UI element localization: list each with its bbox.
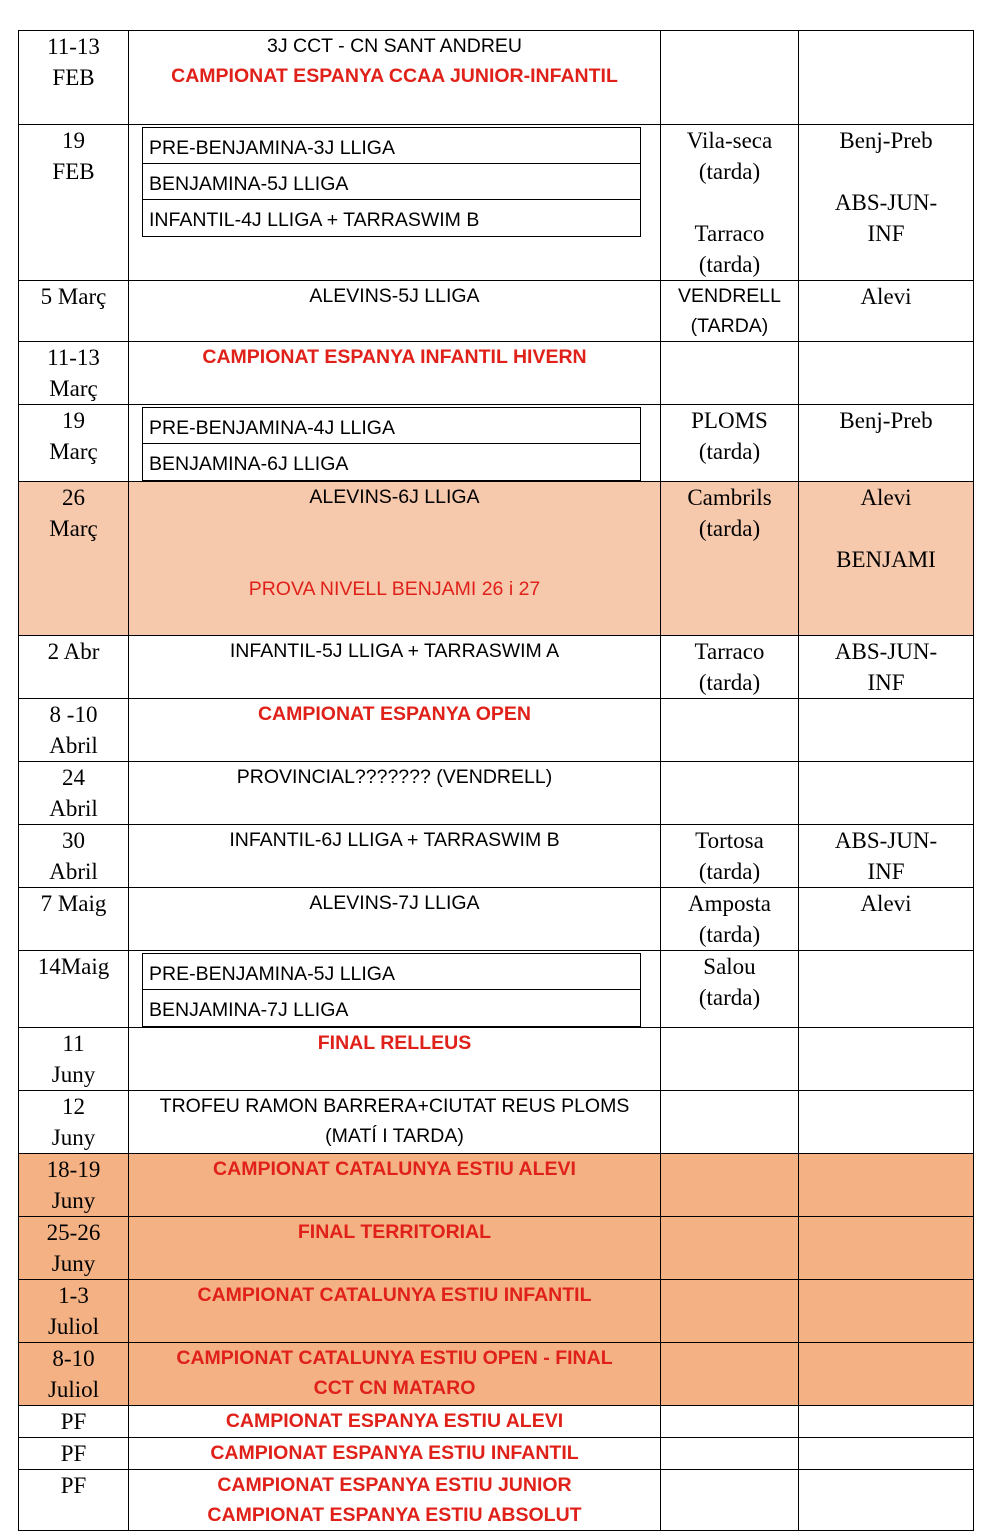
cell-line: Tortosa	[695, 828, 764, 853]
cell-line: (tarda)	[698, 439, 761, 464]
category-cell	[799, 1280, 974, 1343]
venue-cell	[661, 405, 799, 482]
cell-line: Vila-seca	[686, 128, 773, 153]
venue-cell	[661, 1470, 799, 1531]
cell-line: Març	[49, 376, 98, 401]
category-cell	[799, 1217, 974, 1280]
event-cell	[129, 1438, 661, 1470]
spacer	[129, 512, 660, 543]
category-cell	[799, 636, 974, 699]
date-cell	[19, 1470, 129, 1531]
cell-line: 18-19	[46, 1157, 101, 1182]
date-cell	[19, 405, 129, 482]
event-box: BENJAMINA-6J LLIGA	[149, 453, 349, 475]
venue-cell	[661, 699, 799, 762]
category-cell	[799, 125, 974, 281]
category-cell	[799, 1028, 974, 1091]
category-cell	[799, 1470, 974, 1531]
category-cell	[799, 1091, 974, 1154]
category-cell	[799, 342, 974, 405]
venue-cell	[661, 342, 799, 405]
cell-line: CCT CN MATARO	[313, 1377, 476, 1399]
cell-line: CAMPIONAT CATALUNYA ESTIU INFANTIL	[197, 1284, 592, 1306]
table-row	[19, 1028, 974, 1091]
cell-line: Juny	[51, 1251, 96, 1276]
table-row	[19, 699, 974, 762]
venue-cell	[661, 125, 799, 281]
cell-line: Juliol	[47, 1377, 100, 1402]
venue-cell	[661, 1343, 799, 1406]
cell-line: (tarda)	[698, 516, 761, 541]
category-cell	[799, 888, 974, 951]
table-row	[19, 1438, 974, 1470]
cell-line: 8-10	[52, 1346, 95, 1371]
cell-line: 25-26	[46, 1220, 101, 1245]
venue-cell	[661, 1091, 799, 1154]
cell-line: 1-3	[58, 1283, 89, 1308]
venue-cell	[661, 1438, 799, 1470]
date-cell	[19, 1406, 129, 1438]
cell-line: PF	[60, 1441, 87, 1466]
cell-line: CAMPIONAT ESPANYA ESTIU JUNIOR	[217, 1474, 572, 1496]
cell-line: ABS-JUN-	[834, 639, 938, 664]
table-row	[19, 1470, 974, 1531]
cell-line: CAMPIONAT ESPANYA CCAA JUNIOR-INFANTIL	[171, 65, 618, 87]
cell-line: Alevi	[860, 485, 912, 510]
event-cell	[129, 825, 661, 888]
cell-line: Març	[49, 439, 98, 464]
table-row	[19, 281, 974, 342]
table-row	[19, 762, 974, 825]
event-cell	[129, 1280, 661, 1343]
calendar-body	[19, 31, 974, 1531]
cell-line: ALEVINS-7J LLIGA	[309, 892, 480, 914]
cell-line: 11-13	[47, 345, 100, 370]
event-cell	[129, 636, 661, 699]
cell-line	[799, 156, 973, 187]
cell-line: ABS-JUN-	[834, 190, 938, 215]
event-cell	[129, 1406, 661, 1438]
event-cell	[129, 951, 661, 1028]
date-cell	[19, 342, 129, 405]
cell-line: PROVINCIAL??????? (VENDRELL)	[236, 766, 553, 788]
event-cell	[129, 1343, 661, 1406]
table-row	[19, 482, 974, 636]
cell-line: INF	[867, 221, 905, 246]
category-cell	[799, 31, 974, 125]
venue-cell	[661, 888, 799, 951]
event-cell	[129, 762, 661, 825]
table-row	[19, 636, 974, 699]
event-box: PRE-BENJAMINA-4J LLIGA	[143, 408, 640, 444]
event-box: INFANTIL-4J LLIGA + TARRASWIM B	[149, 209, 480, 231]
cell-line: Juny	[51, 1062, 96, 1087]
cell-line: CAMPIONAT CATALUNYA ESTIU ALEVI	[213, 1158, 576, 1180]
cell-line: Juny	[51, 1125, 96, 1150]
event-box-group	[142, 953, 641, 1027]
date-cell	[19, 762, 129, 825]
date-cell	[19, 951, 129, 1028]
table-row	[19, 1280, 974, 1343]
category-cell	[799, 281, 974, 342]
cell-line	[799, 513, 973, 544]
event-cell	[129, 888, 661, 951]
cell-line: 8 -10	[49, 702, 98, 727]
cell-line: INF	[867, 859, 905, 884]
event-cell	[129, 342, 661, 405]
date-cell	[19, 1280, 129, 1343]
cell-line: (TARDA)	[690, 315, 769, 337]
date-cell	[19, 1028, 129, 1091]
cell-line: VENDRELL	[678, 285, 781, 307]
table-row	[19, 1406, 974, 1438]
date-cell	[19, 31, 129, 125]
venue-cell	[661, 482, 799, 636]
cell-line: Benj-Preb	[839, 128, 933, 153]
cell-line: INF	[867, 670, 905, 695]
cell-line: 19	[62, 408, 85, 433]
category-cell	[799, 482, 974, 636]
date-cell	[19, 482, 129, 636]
venue-cell	[661, 1217, 799, 1280]
event-cell	[129, 1028, 661, 1091]
cell-line: (tarda)	[698, 985, 761, 1010]
calendar-table	[18, 30, 974, 1531]
cell-line: Abril	[49, 796, 98, 821]
venue-cell	[661, 825, 799, 888]
table-row	[19, 825, 974, 888]
category-cell	[799, 1343, 974, 1406]
cell-line: 19	[62, 128, 85, 153]
table-row	[19, 888, 974, 951]
table-row	[19, 405, 974, 482]
cell-line: 14Maig	[37, 954, 110, 979]
event-cell	[129, 281, 661, 342]
cell-line: Març	[49, 516, 98, 541]
cell-line: TROFEU RAMON BARRERA+CIUTAT REUS PLOMS	[159, 1095, 630, 1117]
cell-line: CAMPIONAT ESPANYA INFANTIL HIVERN	[202, 346, 587, 368]
cell-line: CAMPIONAT ESPANYA ESTIU INFANTIL	[210, 1442, 579, 1464]
cell-line: Alevi	[860, 891, 912, 916]
cell-line: Abril	[49, 733, 98, 758]
cell-line: 30	[62, 828, 85, 853]
date-cell	[19, 125, 129, 281]
cell-line: PF	[60, 1473, 87, 1498]
date-cell	[19, 888, 129, 951]
date-cell	[19, 281, 129, 342]
event-cell	[129, 405, 661, 482]
cell-line: Benj-Preb	[839, 408, 933, 433]
event-box: BENJAMINA-5J LLIGA	[143, 164, 640, 200]
cell-line: PF	[60, 1409, 87, 1434]
cell-line: Alevi	[860, 284, 912, 309]
table-row	[19, 125, 974, 281]
cell-line: 24	[62, 765, 85, 790]
cell-line: CAMPIONAT ESPANYA ESTIU ABSOLUT	[207, 1504, 582, 1526]
venue-cell	[661, 281, 799, 342]
cell-line: INFANTIL-6J LLIGA + TARRASWIM B	[229, 829, 560, 851]
event-cell	[129, 1470, 661, 1531]
cell-line: 2 Abr	[47, 639, 100, 664]
date-cell	[19, 825, 129, 888]
date-cell	[19, 636, 129, 699]
cell-line: CAMPIONAT ESPANYA ESTIU ALEVI	[225, 1410, 564, 1432]
cell-line: FEB	[52, 159, 95, 184]
cell-line: CAMPIONAT CATALUNYA ESTIU OPEN - FINAL	[176, 1347, 613, 1369]
cell-line: (tarda)	[698, 922, 761, 947]
cell-line: Abril	[49, 859, 98, 884]
cell-line: INFANTIL-5J LLIGA + TARRASWIM A	[229, 640, 560, 662]
cell-line: PROVA NIVELL BENJAMI 26 i 27	[248, 578, 541, 600]
cell-line: ALEVINS-6J LLIGA	[309, 486, 480, 508]
date-cell	[19, 1343, 129, 1406]
event-box: PRE-BENJAMINA-5J LLIGA	[143, 954, 640, 990]
cell-line: 11-13	[47, 34, 100, 59]
cell-line: ABS-JUN-	[834, 828, 938, 853]
event-cell	[129, 1091, 661, 1154]
cell-line: 11	[62, 1031, 85, 1056]
event-cell	[129, 125, 661, 281]
venue-cell	[661, 1406, 799, 1438]
event-cell	[129, 31, 661, 125]
cell-line: Juliol	[47, 1314, 100, 1339]
event-box-group	[142, 407, 641, 481]
category-cell	[799, 951, 974, 1028]
cell-line: (MATÍ I TARDA)	[325, 1125, 464, 1147]
venue-cell	[661, 762, 799, 825]
cell-line: Salou	[703, 954, 756, 979]
venue-cell	[661, 1028, 799, 1091]
cell-line: (tarda)	[698, 252, 761, 277]
cell-line: (tarda)	[698, 670, 761, 695]
cell-line: FINAL RELLEUS	[317, 1032, 472, 1054]
date-cell	[19, 1091, 129, 1154]
table-row	[19, 1154, 974, 1217]
category-cell	[799, 825, 974, 888]
venue-cell	[661, 1154, 799, 1217]
category-cell	[799, 1438, 974, 1470]
cell-line: 5 Març	[40, 284, 107, 309]
cell-line: 3J CCT - CN SANT ANDREU	[267, 35, 522, 57]
table-row	[19, 342, 974, 405]
event-cell	[129, 699, 661, 762]
venue-cell	[661, 1280, 799, 1343]
table-row	[19, 31, 974, 125]
cell-line: 26	[62, 485, 85, 510]
category-cell	[799, 1154, 974, 1217]
cell-line: (tarda)	[698, 859, 761, 884]
event-box: PRE-BENJAMINA-3J LLIGA	[143, 128, 640, 164]
cell-line: ALEVINS-5J LLIGA	[309, 285, 480, 307]
venue-cell	[661, 636, 799, 699]
cell-line: FEB	[52, 65, 95, 90]
cell-line: BENJAMI	[836, 547, 936, 572]
venue-cell	[661, 31, 799, 125]
cell-line: (tarda)	[698, 159, 761, 184]
cell-line: Juny	[51, 1188, 96, 1213]
event-cell	[129, 482, 661, 636]
cell-line: Amposta	[687, 891, 772, 916]
cell-line: 7 Maig	[40, 891, 107, 916]
date-cell	[19, 699, 129, 762]
event-cell	[129, 1154, 661, 1217]
cell-line: PLOMS	[691, 408, 768, 433]
table-row	[19, 1217, 974, 1280]
cell-line	[661, 187, 798, 218]
cell-line: Tarraco	[694, 221, 765, 246]
table-row	[19, 951, 974, 1028]
category-cell	[799, 1406, 974, 1438]
category-cell	[799, 405, 974, 482]
cell-line: FINAL TERRITORIAL	[297, 1221, 492, 1243]
venue-cell	[661, 951, 799, 1028]
date-cell	[19, 1154, 129, 1217]
table-row	[19, 1091, 974, 1154]
category-cell	[799, 699, 974, 762]
event-box-group	[142, 127, 641, 237]
event-box: BENJAMINA-7J LLIGA	[149, 999, 349, 1021]
category-cell	[799, 762, 974, 825]
table-row	[19, 1343, 974, 1406]
date-cell	[19, 1217, 129, 1280]
cell-line: 12	[62, 1094, 85, 1119]
cell-line: CAMPIONAT ESPANYA OPEN	[257, 703, 532, 725]
cell-line: Tarraco	[694, 639, 765, 664]
cell-line: Cambrils	[687, 485, 772, 510]
date-cell	[19, 1438, 129, 1470]
event-cell	[129, 1217, 661, 1280]
